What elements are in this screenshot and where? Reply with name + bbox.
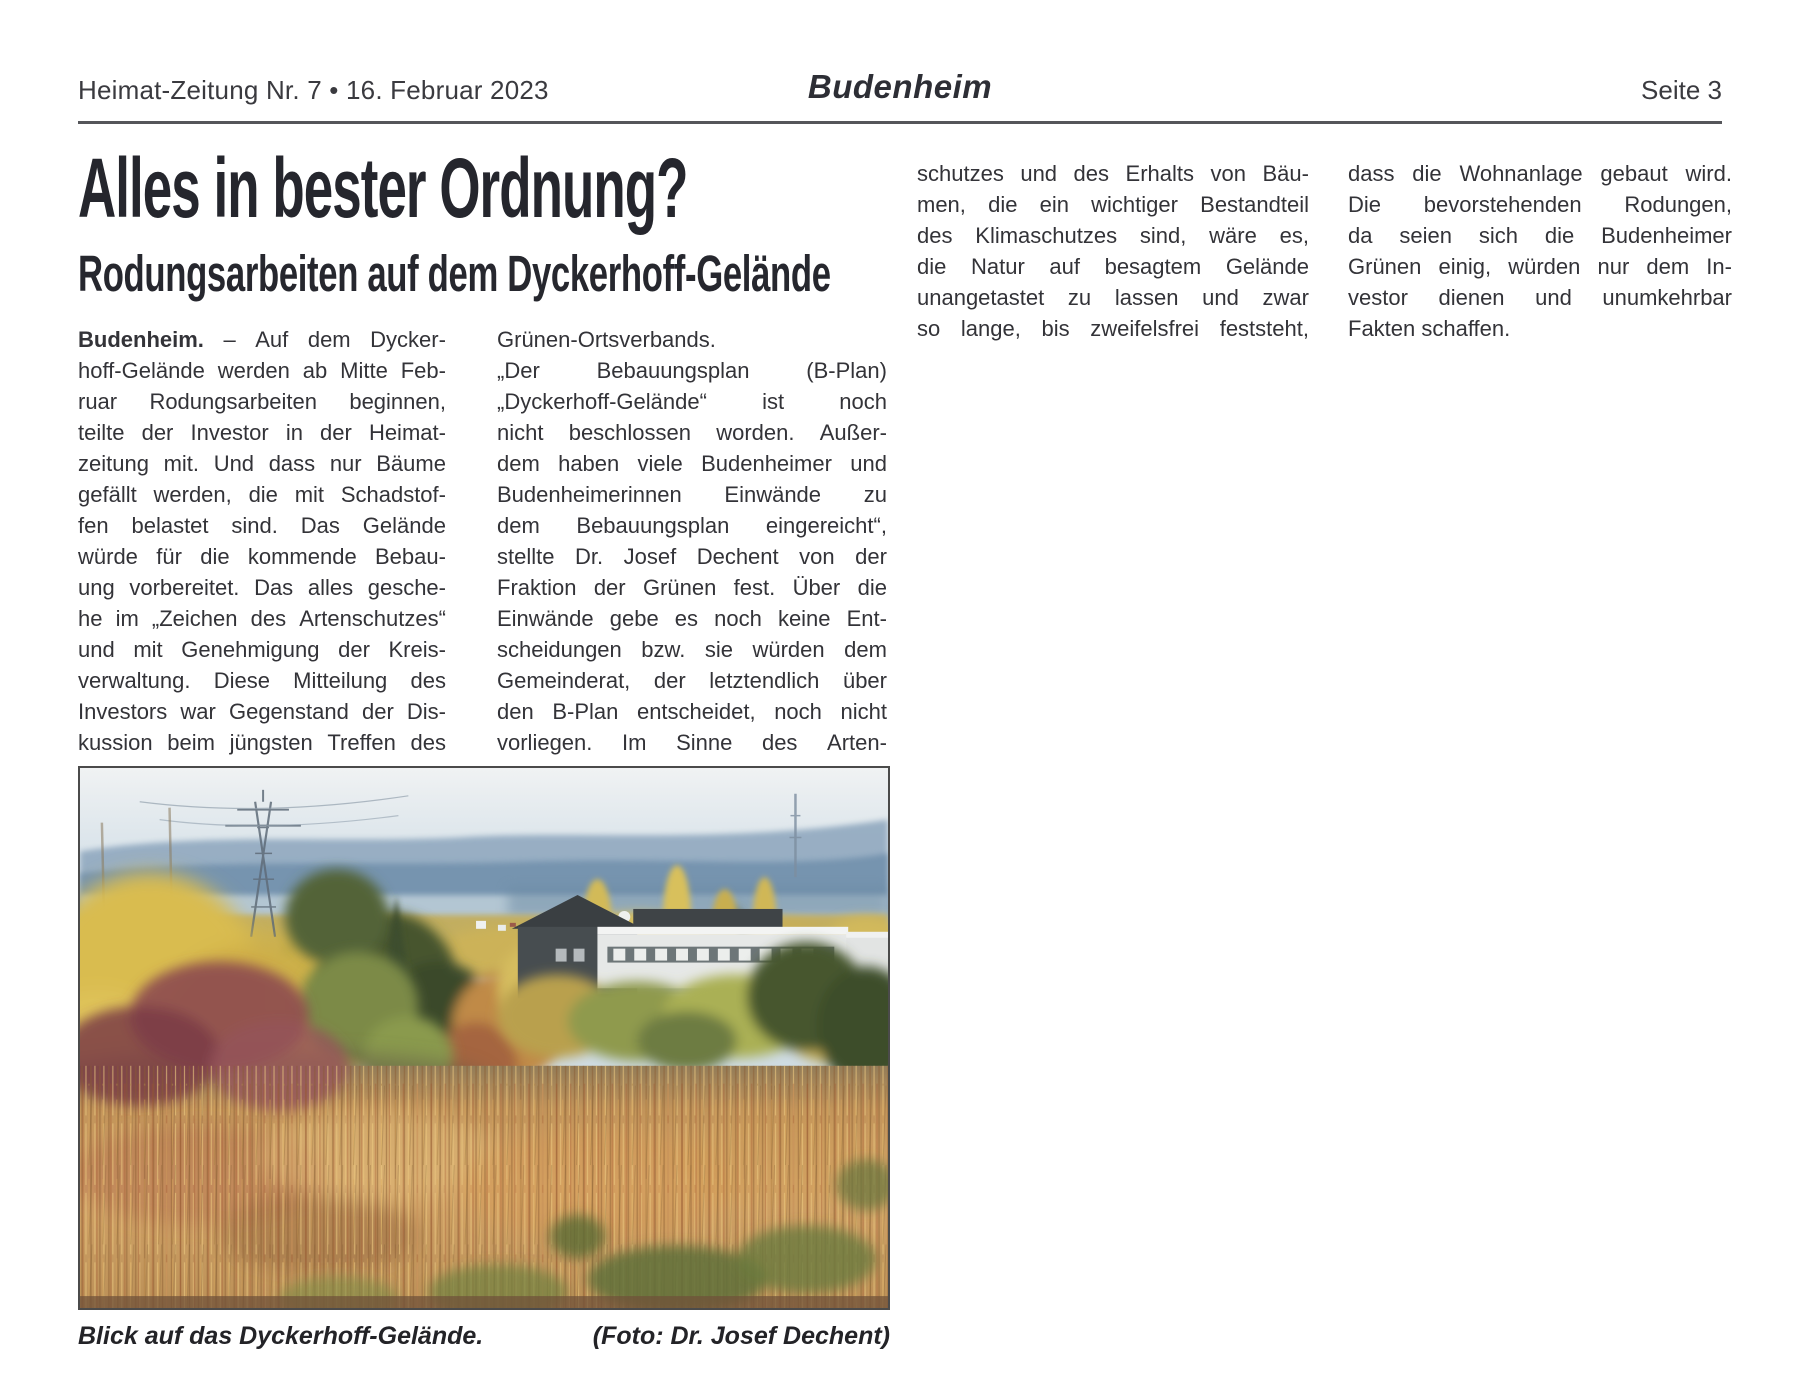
photo-illustration — [80, 768, 888, 1308]
text-line: und mit Genehmigung der Kreis- — [78, 637, 446, 662]
text-line: unangetastet zu lassen und zwar — [917, 285, 1309, 310]
text-line: vestor dienen und unumkehrbar — [1348, 285, 1732, 310]
text-line: kussion beim jüngsten Treffen des — [78, 730, 446, 755]
text-line: „Der Bebauungsplan (B-Plan) — [497, 358, 887, 383]
text-line: die Natur auf besagtem Gelände — [917, 254, 1309, 279]
text-line: Fraktion der Grünen fest. Über die — [497, 575, 887, 600]
text-line: stellte Dr. Josef Dechent von der — [497, 544, 887, 569]
text-line: da seien sich die Budenheimer — [1348, 223, 1732, 248]
text-line: he im „Zeichen des Artenschutzes“ — [78, 606, 446, 631]
text-line: „Dyckerhoff-Gelände“ ist noch — [497, 389, 887, 414]
text-line: vorliegen. Im Sinne des Arten- — [497, 730, 887, 755]
photo-credit: (Foto: Dr. Josef Dechent) — [592, 1322, 890, 1350]
text-line: dem haben viele Budenheimer und — [497, 451, 887, 476]
text-line: Fakten schaffen. — [1348, 316, 1511, 341]
text-line: Grünen einig, würden nur dem In- — [1348, 254, 1732, 279]
text-line: hoff-Gelände werden ab Mitte Feb- — [78, 358, 446, 383]
masthead-issue-date: Heimat-Zeitung Nr. 7 • 16. Februar 2023 — [78, 75, 549, 105]
article-column-2 — [497, 324, 887, 758]
text-line: Budenheimerinnen Einwände zu — [497, 482, 887, 507]
text-line: Einwände gebe es noch keine Ent- — [497, 606, 887, 631]
text-line: zeitung mit. Und dass nur Bäume — [78, 451, 446, 476]
text-line: des Klimaschutzes sind, wäre es, — [917, 223, 1309, 248]
masthead-page-number: Seite 3 — [1641, 75, 1722, 105]
article-column-1 — [78, 324, 446, 758]
masthead — [78, 68, 1722, 106]
text-line: schutzes und des Erhalts von Bäu- — [917, 161, 1309, 186]
text-line: ruar Rodungsarbeiten beginnen, — [78, 389, 446, 414]
article-photo — [78, 766, 890, 1310]
masthead-rule — [78, 121, 1722, 124]
article-headline: Alles in bester Ordnung? — [78, 141, 688, 235]
text-line: Grünen-Ortsverbands. — [497, 327, 716, 352]
text-line: verwaltung. Diese Mitteilung des — [78, 668, 446, 693]
text-line: so lange, bis zweifelsfrei feststeht, — [917, 316, 1309, 341]
text-line: gefällt werden, die mit Schadstof- — [78, 482, 446, 507]
text-line: fen belastet sind. Das Gelände — [78, 513, 446, 538]
article-column-4 — [1348, 158, 1732, 344]
text-line: den B-Plan entscheidet, noch nicht — [497, 699, 887, 724]
text-line: scheidungen bzw. sie würden dem — [497, 637, 887, 662]
article-subheadline: Rodungsarbeiten auf dem Dyckerhoff-Gelände — [78, 245, 831, 302]
photo-caption: Blick auf das Dyckerhoff-Gelände. — [78, 1322, 484, 1350]
article-column-3 — [917, 158, 1309, 344]
text-line: ung vorbereitet. Das alles gesche- — [78, 575, 446, 600]
text-line: teilte der Investor in der Heimat- — [78, 420, 446, 445]
text-line: nicht beschlossen worden. Außer- — [497, 420, 887, 445]
masthead-section-title: Budenheim — [807, 68, 993, 105]
lead-word: Budenheim. — [78, 327, 204, 352]
text-line: men, die ein wichtiger Bestandteil — [917, 192, 1309, 217]
text-line: würde für die kommende Bebau- — [78, 544, 446, 569]
text-line: dem Bebauungsplan eingereicht“, — [497, 513, 887, 538]
text-line: Budenheim. – Auf dem Dycker- — [78, 324, 446, 355]
text-line: dass die Wohnanlage gebaut wird. — [1348, 161, 1732, 186]
photo-caption-row — [78, 1322, 890, 1351]
text-line: Die bevorstehenden Rodungen, — [1348, 192, 1732, 217]
text-line: Investors war Gegenstand der Dis- — [78, 699, 446, 724]
text-line: Gemeinderat, der letztendlich über — [497, 668, 887, 693]
